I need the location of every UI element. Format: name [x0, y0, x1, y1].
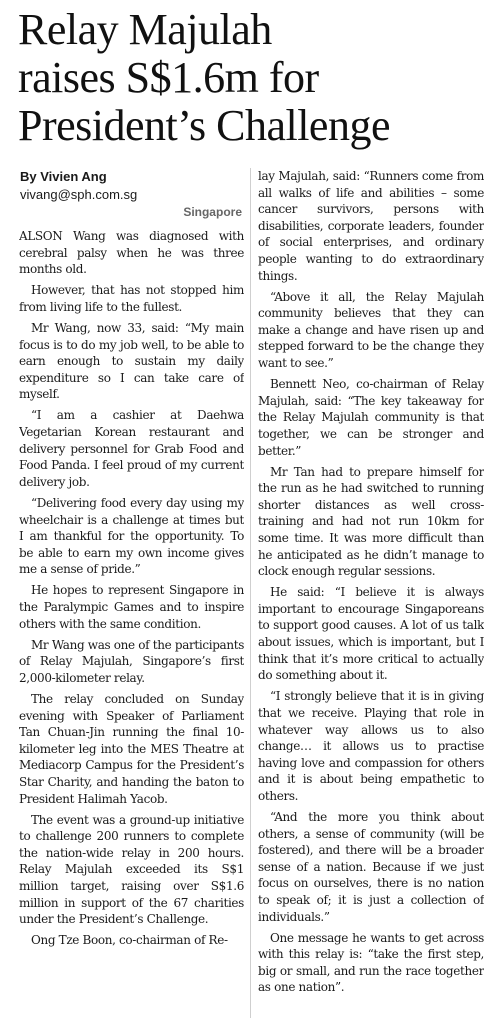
dateline: Singapore: [183, 205, 242, 219]
column-divider: [250, 168, 251, 1018]
paragraph: The relay concluded on Sunday evening with Speaker of Parliament Tan Chuan-Jin running the final 10-kilometer leg into the MES Theatre at Mediacorp Campus for the President’s Star Charity, and handing the baton to President Halimah Yacob.: [19, 691, 244, 806]
paragraph: Ong Tze Boon, co-chairman of Re-: [31, 933, 228, 948]
byline-email: vivang@sph.com.sg: [20, 187, 138, 202]
headline-line-3: President’s Challenge: [18, 101, 390, 150]
paragraph: “I strongly believe that it is in giving that we receive. Playing that role in whatever way allows us to also change… it allows us to practise having love and compassion for others and it is about being empathetic to others.: [258, 689, 484, 803]
paragraph: Mr Tan had to prepare himself for the run as he had switched to running shorter distances as well cross-training and had not run 10km for some time. It was more difficult than he anticipated as he didn’t manage to clock enough regular sessions.: [258, 464, 484, 579]
headline-line-2: raises S$1.6m for: [18, 53, 319, 102]
paragraph: However, that has not stopped him from living life to the fullest.: [19, 283, 244, 314]
byline: [20, 168, 137, 204]
paragraph: “Delivering food every day using my wheelchair is a challenge at times but I am thankful for the opportunity. To be able to earn my own income gives me a sense of pride.”: [19, 495, 244, 577]
paragraph: The event was a ground-up initiative to challenge 200 runners to complete the nation-wide relay in 200 hours. Relay Majulah exceeded its S$1 million target, raising over S$1.6 million in support of the 67 charities under the President’s Challenge.: [19, 812, 244, 927]
paragraph: Bennett Neo, co-chairman of Relay Majulah, said: “The key takeaway for the Relay Majulah community is that together, we can be stronger and better.”: [258, 377, 484, 458]
headline-line-1: Relay Majulah: [18, 5, 272, 54]
article-column-right: [258, 168, 484, 1024]
paragraph: “Above it all, the Relay Majulah community believes that they can make a change and have risen up and stepped forward to be the change they want to see.”: [258, 289, 484, 371]
paragraph: One message he wants to get across with this relay is: “take the first step, big or small, and run the race together as one nation”.: [258, 930, 484, 995]
byline-author: By Vivien Ang: [20, 169, 107, 184]
paragraph: Mr Wang, now 33, said: “My main focus is to do my job well, to be able to earn enough to sustain my daily expenditure so I can take care of myself.: [19, 320, 244, 402]
headline: [18, 6, 488, 150]
paragraph: Mr Wang was one of the participants of Relay Majulah, Singapore’s first 2,000-kilometer relay.: [19, 637, 244, 685]
paragraph: “I am a cashier at Daehwa Vegetarian Korean restaurant and delivery personnel for Grab Food and Food Panda. I feel proud of my current delivery job.: [19, 408, 244, 489]
paragraph: He said: “I believe it is always important to encourage Singaporeans to support good causes. A lot of us talk about issues, which is important, but I think that it’s more critical to actually do something about it.: [258, 585, 484, 683]
paragraph: lay Majulah, said: “Runners come from all walks of life and abilities – some cancer survivors, persons with disabilities, corporate leaders, founder of social enterprises, and ordinary people wanting to do extraordinary things.: [258, 169, 484, 283]
paragraph: ALSON Wang was diagnosed with cerebral palsy when he was three months old.: [19, 229, 244, 277]
paragraph: “And the more you think about others, a sense of community (will be fostered), and there will be a broader sense of a nation. Because if we just focus on ourselves, there is no nation to speak of; it is just a collection of individuals.”: [258, 809, 484, 924]
paragraph: He hopes to represent Singapore in the Paralympic Games and to inspire others with the same condition.: [19, 583, 244, 631]
article-column-left: [19, 228, 244, 1024]
